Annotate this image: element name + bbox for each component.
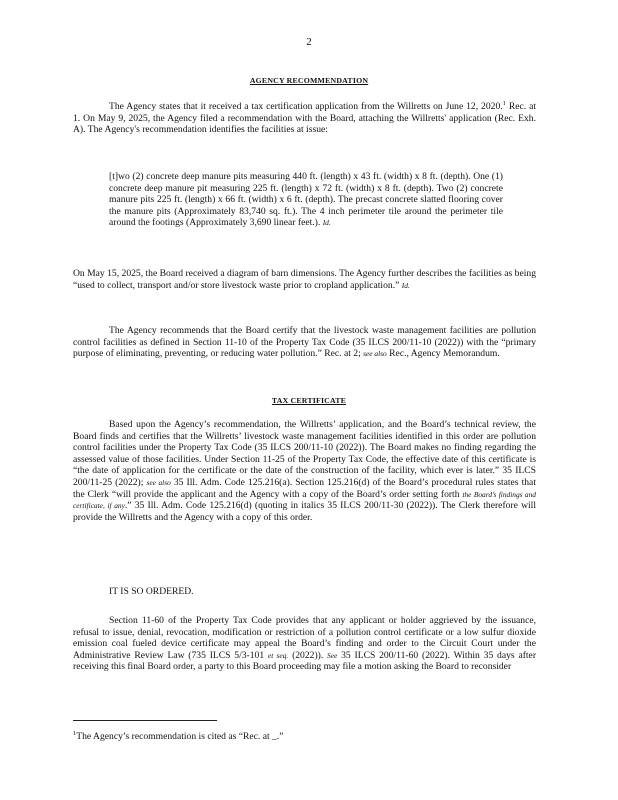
paragraph-appeal-rights	[73, 615, 536, 673]
paragraph-text: Based upon the Agency’s recommendation, the Willretts’ application, and the Board’s technical review, the Board finds and certifies that the Willretts’ livestock waste management facilities identified in this order are pollution control facilities under the Property Tax Code (35 ILCS 200/11-10 (2022)). The Board makes no finding regarding the assessed value of those facilities. Under Section 11-25 of the Property Tax Code, the effective date of this certificate is “the date of application for the certificate or the date of the construction of the facility, which ever is later.” 35 ILCS 200/11-25 (2022);	[73, 419, 536, 488]
paragraph-board-findings	[73, 419, 536, 523]
paragraph-text: The Agency recommends that the Board certify that the livestock waste management facilities are pollution control facilities as defined in Section 11-10 of the Property Tax Code (35 ILCS 200/11-10 (2022)) with the “primary purpose of eliminating, preventing, or reducing water pollution.” Rec. at 2;	[73, 325, 536, 360]
section-heading-agency-recommendation	[0, 75, 618, 87]
paragraph-text: Rec. at 1. On May 9, 2025, the Agency filed a recommendation with the Board, attaching the Willretts' application (Rec. Exh. A). The Agency's recommendation identifies the facilities at issue:	[73, 101, 537, 136]
block-quote-facilities	[109, 171, 503, 229]
paragraph-text: 35 Ill. Adm. Code 125.216(a). Section 125.216(d) of the Board’s procedural rules states that the Clerk “will provide the applicant and the Agency with a copy of the Board’s order setting forth	[73, 476, 536, 500]
paragraph-text: .” 35 Ill. Adm. Code 125.216(d) (quoting in italics 35 ILCS 200/11-30 (2022)). The Clerk therefore will provide the Willretts and the Agency with a copy of this order.	[73, 500, 537, 523]
footnote-marker: 1	[502, 99, 506, 107]
footnote-text: The Agency’s recommendation is cited as “Rec. at _.”	[76, 731, 284, 742]
citation-id: Id.	[322, 218, 331, 228]
page-number: 2	[306, 36, 312, 48]
footnote	[73, 731, 536, 743]
footnote-divider	[73, 720, 217, 721]
quote-text: [t]wo (2) concrete deep manure pits measuring 440 ft. (length) x 43 ft. (width) x 8 ft. (depth). One (1) concrete deep manure pit measuring 225 ft. (length) x 72 ft. (width) x 8 ft. (depth). Two (2) concrete manure pits 225 ft. (length) x 66 ft. (width) x 6 ft. (depth). The precast concrete slatted flooring cover the manure pits (Approximately 83,740 sq. ft.). The 4 inch perimeter tile around the perimeter tile around the footings (Approximately 3,690 linear feet.).	[109, 171, 503, 229]
paragraph-text: The Agency states that it received a tax certification application from the Willretts on June 12, 2020.	[109, 101, 503, 112]
paragraph-text: Section 11-60 of the Property Tax Code provides that any applicant or holder aggrieved by the issuance, refusal to issue, denial, revocation, modification or restriction of a pollution control certificate or a low sulfur dioxide emission coal fueled device certificate may appeal the Board’s finding and order to the Circuit Court under the Administrative Review Law (735 ILCS 5/3-101	[73, 615, 536, 661]
section-heading-tax-certificate	[0, 395, 618, 407]
paragraph-text: On May 15, 2025, the Board received a diagram of barn dimensions. The Agency further describes the facilities as being “used to collect, transport and/or store livestock waste prior to cropland application.”	[73, 268, 536, 291]
heading-text: AGENCY RECOMMENDATION	[249, 76, 369, 85]
signal-see-also: see also	[146, 477, 171, 487]
paragraph-text: (2022)).	[292, 649, 324, 661]
paragraph-agency-receipt	[73, 101, 536, 136]
heading-text: TAX CERTIFICATE	[271, 396, 347, 405]
paragraph-board-diagram	[73, 268, 536, 291]
signal-et-seq: et seq.	[267, 650, 289, 660]
paragraph-text: Rec., Agency Memorandum.	[389, 348, 500, 360]
paragraph-so-ordered: IT IS SO ORDERED.	[109, 586, 194, 597]
signal-see: See	[327, 650, 338, 660]
citation-id: Id.	[401, 280, 410, 290]
signal-see-also: see also	[363, 349, 387, 359]
paragraph-text: 35 ILCS 200/11-60 (2022). Within 35 days after receiving this final Board order, a party to this Board proceeding may file a motion asking the Board to reconsider	[73, 649, 537, 673]
footnote-marker: 1	[73, 729, 77, 737]
paragraph-agency-recommends	[73, 325, 536, 360]
italic-quote: the Board’s findings and certificate, if any	[73, 489, 536, 511]
